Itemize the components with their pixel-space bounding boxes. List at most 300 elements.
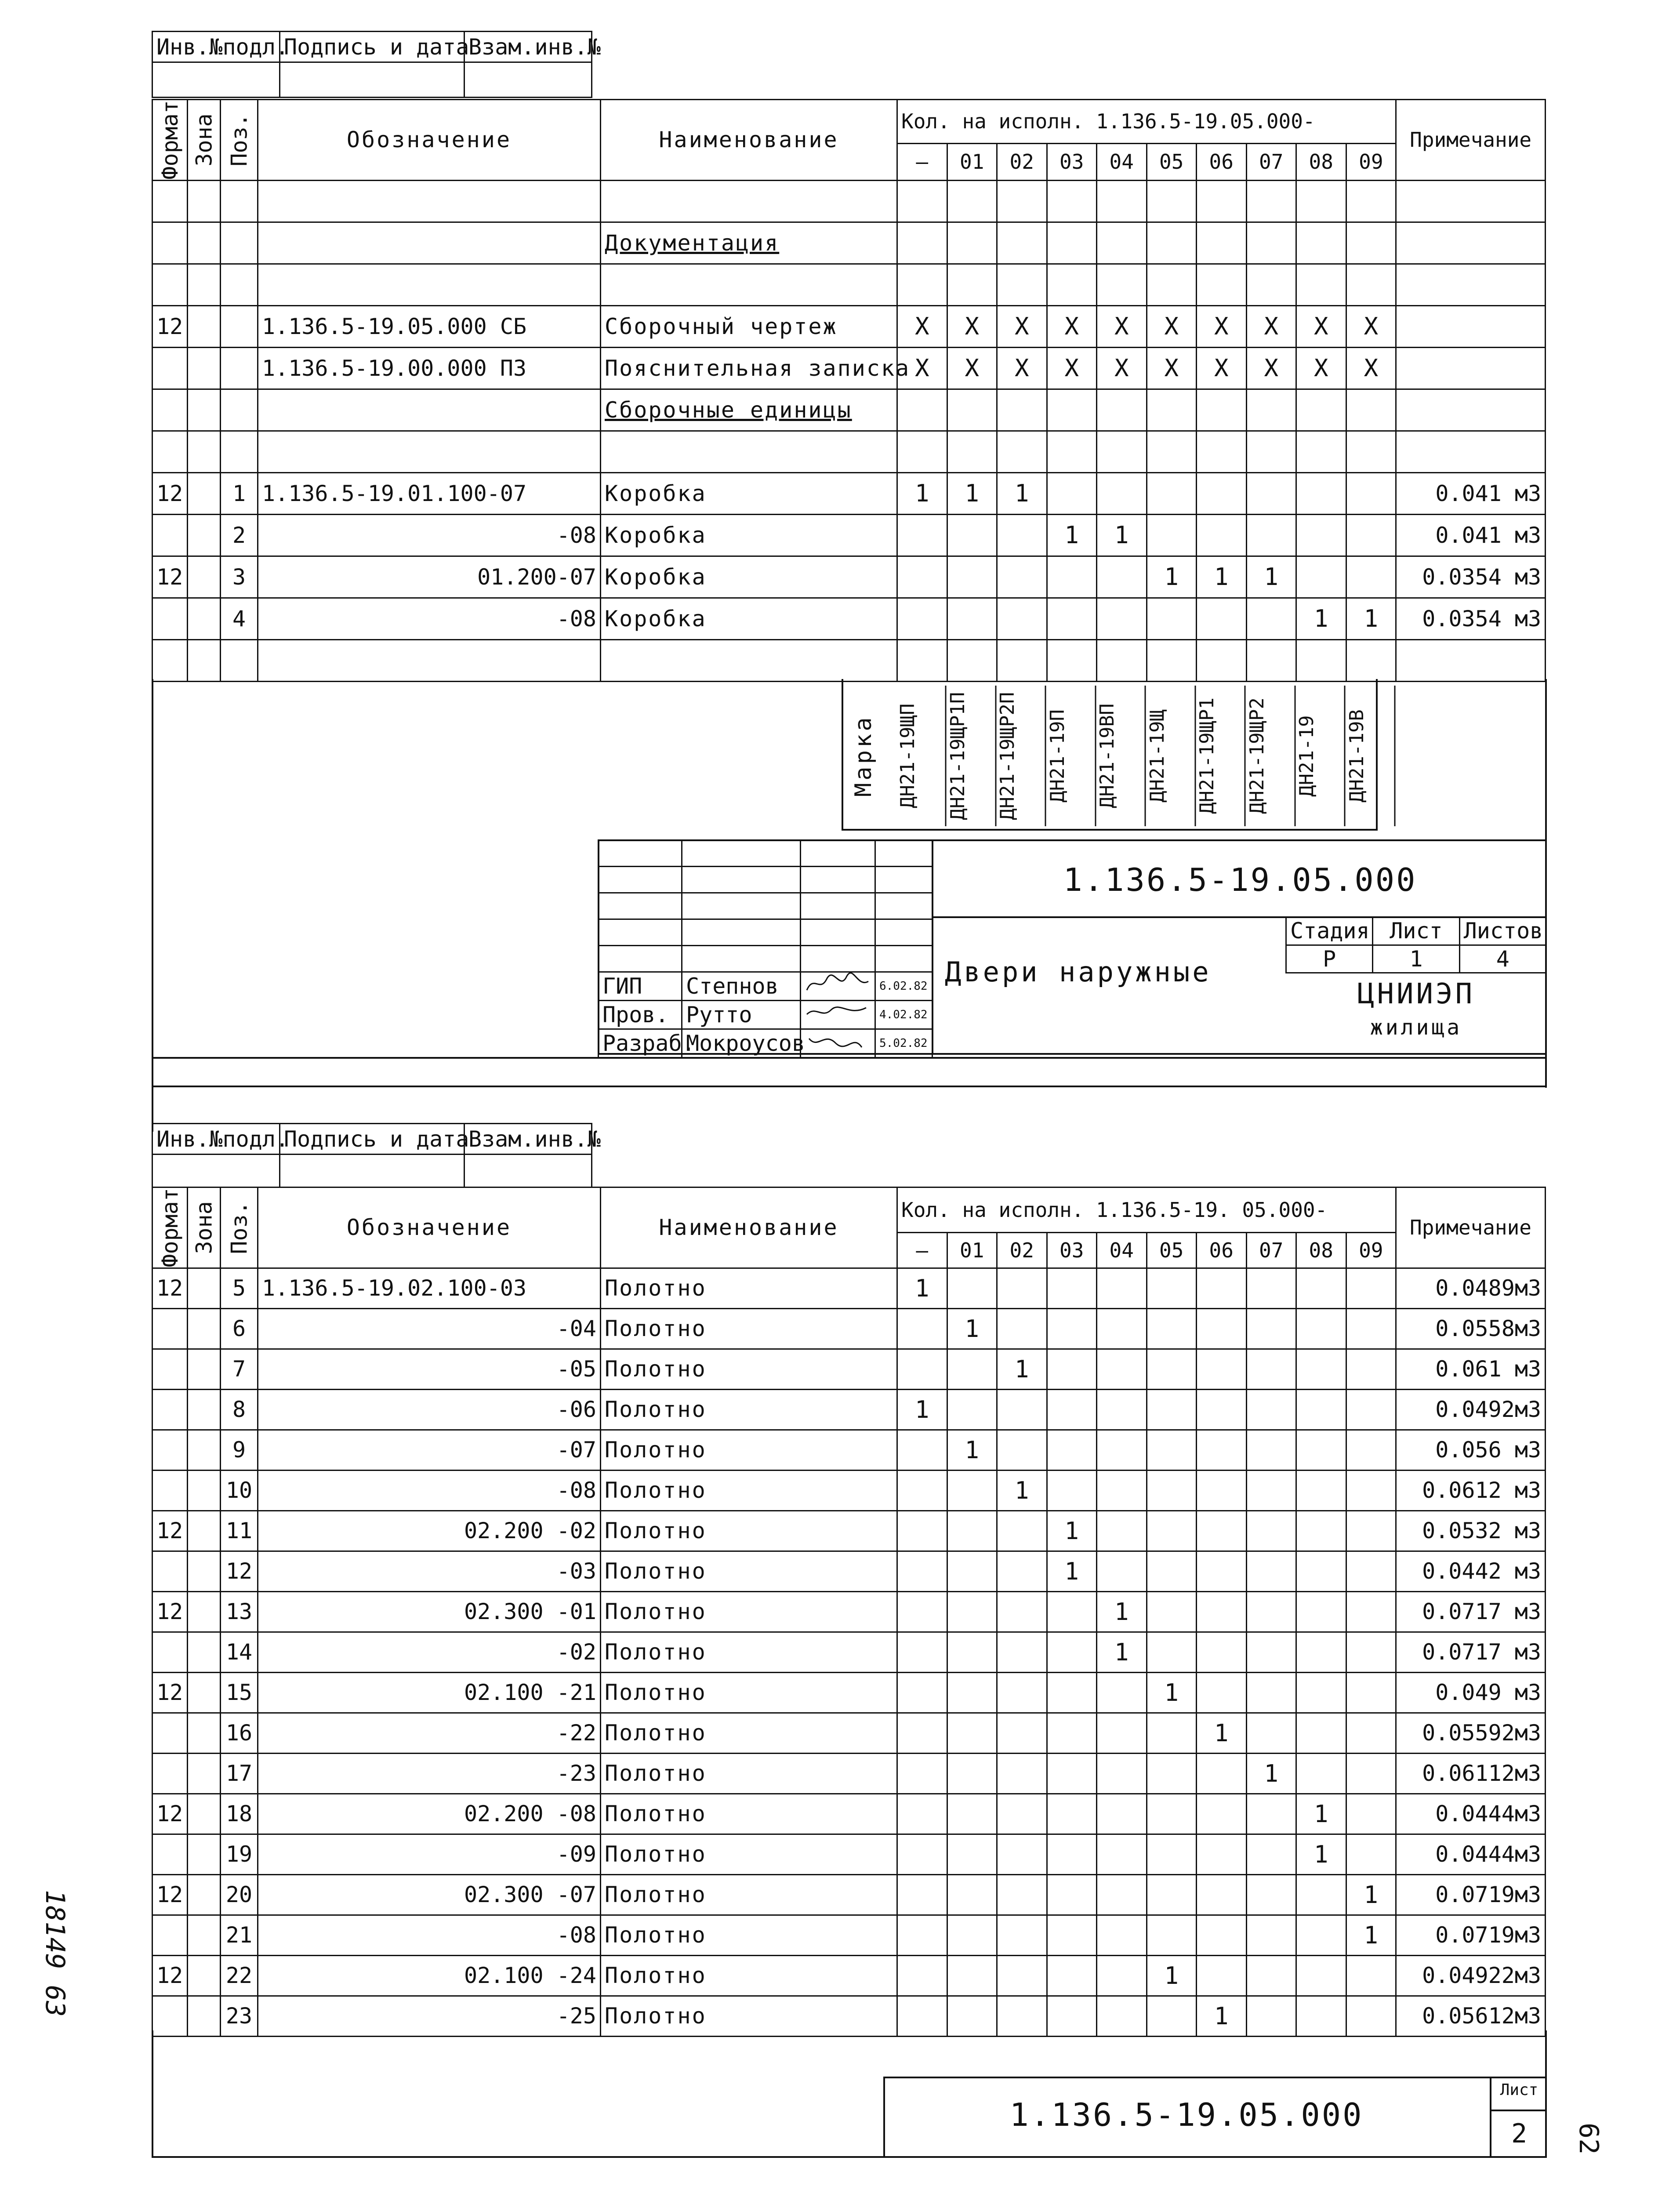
qty-cell [1047,1874,1097,1915]
qty-cell [1197,514,1247,556]
qty-cell [997,264,1047,305]
zone-cell [188,1591,221,1632]
format-cell [152,598,188,639]
table-row [152,1430,1546,1470]
variant-header: 09 [1346,1233,1396,1268]
note-cell: 0.0354 м3 [1396,556,1546,598]
qty-cell: 1 [1296,598,1346,639]
archive-inv-label: Инв.№подл. [152,32,280,62]
format-cell [152,1713,188,1753]
qty-cell [1047,598,1097,639]
person-row [599,1029,933,1058]
qty-cell [1197,1632,1247,1672]
qty-cell [1246,1996,1296,2036]
variant-header: 01 [947,1233,997,1268]
format-cell [152,1753,188,1794]
qty-cell [1246,1874,1296,1915]
qty-cell [997,1713,1047,1753]
qty-cell [947,431,997,472]
qty-cell [1097,1834,1147,1874]
pos-cell: 8 [221,1389,258,1430]
qty-cell [1296,1349,1346,1389]
format-cell [152,1996,188,2036]
qty-cell [1197,180,1247,222]
qty-cell [1346,1511,1396,1551]
qty-cell [1097,1511,1147,1551]
qty-cell [1147,431,1197,472]
mark-label: ДН21-19ЩР2 [1246,686,1296,826]
qty-cell [1047,472,1097,514]
pos-cell: 9 [221,1430,258,1470]
designation-cell: 02.300 -01 [258,1591,601,1632]
designation-cell: 02.100 -24 [258,1955,601,1996]
qty-cell [897,1955,947,1996]
qty-cell [1296,1955,1346,1996]
note-cell: 0.061 м3 [1396,1349,1546,1389]
qty-cell: X [1346,347,1396,389]
qty-cell [1097,1915,1147,1955]
qty-cell [997,514,1047,556]
variant-header: — [897,1233,947,1268]
qty-cell [1246,1915,1296,1955]
pos-cell: 18 [221,1794,258,1834]
qty-cell [1147,264,1197,305]
col-format-header: Формат [152,100,188,181]
qty-cell [1097,1753,1147,1794]
qty-cell [997,639,1047,681]
qty-cell: 1 [1296,1794,1346,1834]
format-cell [152,1470,188,1511]
format-cell [152,431,188,472]
table-row [152,1834,1546,1874]
note-cell: 0.0717 м3 [1396,1632,1546,1672]
pos-cell: 19 [221,1834,258,1874]
qty-cell [1296,1915,1346,1955]
person-row [599,972,933,1001]
table-row [152,1470,1546,1511]
qty-cell: X [1097,305,1147,347]
qty-cell [1147,514,1197,556]
pos-cell: 4 [221,598,258,639]
qty-cell [1097,1349,1147,1389]
qty-cell [1346,1632,1396,1672]
qty-cell [1047,1753,1097,1794]
qty-cell [1296,264,1346,305]
qty-cell [947,1389,997,1430]
name-cell: Полотно [601,1470,897,1511]
designation-cell: -08 [258,1470,601,1511]
qty-cell [997,1551,1047,1591]
zone-cell [188,1996,221,2036]
zone-cell [188,180,221,222]
qty-cell [1047,1632,1097,1672]
zone-cell [188,1753,221,1794]
qty-cell: X [1346,305,1396,347]
role: Пров. [599,1001,682,1029]
sheets-label: Листов [1459,917,1546,945]
qty-cell [1147,1349,1197,1389]
table-row [152,1874,1546,1915]
qty-cell: 1 [897,472,947,514]
footer-sheet-label: Лист [1500,2081,1538,2099]
qty-cell [897,1794,947,1834]
qty-cell [1047,1470,1097,1511]
mark-label: ДН21-19П [1046,686,1096,826]
variant-header: 07 [1246,143,1296,180]
qty-cell [897,1874,947,1915]
qty-cell [1147,1389,1197,1430]
pos-cell: 6 [221,1308,258,1349]
note-cell: 0.0492м3 [1396,1389,1546,1430]
qty-cell [897,1551,947,1591]
name-cell: Коробка [601,472,897,514]
table-row [152,305,1546,347]
qty-cell: 1 [1047,1551,1097,1591]
table-row [152,222,1546,264]
pos-cell [221,180,258,222]
qty-cell [897,598,947,639]
qty-cell [1097,1430,1147,1470]
name-cell: Полотно [601,1511,897,1551]
format-cell [152,1349,188,1389]
format-cell [152,1551,188,1591]
qty-cell: 1 [997,1349,1047,1389]
qty-cell [1296,1713,1346,1753]
signature-table [598,839,933,1058]
qty-cell [1097,389,1147,431]
qty-header: Кол. на исполн. 1.136.5-19.05.000- [897,100,1396,144]
qty-cell [1197,598,1247,639]
spec-table-1 [152,99,1546,682]
qty-cell: 1 [1346,1915,1396,1955]
designation-cell [258,264,601,305]
qty-cell [1147,1591,1197,1632]
pos-cell [221,305,258,347]
qty-cell [1097,1996,1147,2036]
qty-cell: X [1097,347,1147,389]
designation-cell: -08 [258,598,601,639]
format-cell [152,1834,188,1874]
qty-cell [1147,639,1197,681]
qty-cell [897,431,947,472]
note-cell [1396,180,1546,222]
qty-cell: X [1296,305,1346,347]
role: ГИП [599,972,682,1001]
table-row [152,431,1546,472]
mark-label: ДН21-19ЩР2П [996,686,1046,826]
table-row [152,1511,1546,1551]
qty-cell [1197,1511,1247,1551]
qty-cell [997,1834,1047,1874]
qty-cell [1197,264,1247,305]
format-cell: 12 [152,305,188,347]
archive-sign-label: Подпись и дата [280,1124,464,1155]
table-row [152,472,1546,514]
qty-cell [997,431,1047,472]
qty-cell: X [997,347,1047,389]
variant-header: 02 [997,1233,1047,1268]
qty-cell: X [897,305,947,347]
format-cell: 12 [152,1794,188,1834]
col-designation-header: Обозначение [258,100,601,181]
qty-cell [1246,222,1296,264]
qty-cell [1246,1349,1296,1389]
zone-cell [188,472,221,514]
qty-cell [1296,1389,1346,1430]
qty-cell [1246,1955,1296,1996]
qty-cell [1246,1713,1296,1753]
qty-cell [897,1470,947,1511]
format-cell [152,1915,188,1955]
qty-cell [947,1470,997,1511]
designation-cell [258,180,601,222]
qty-cell [997,1874,1047,1915]
qty-cell [1197,1874,1247,1915]
designation-cell: 1.136.5-19.01.100-07 [258,472,601,514]
table-row [152,1955,1546,1996]
spec-table-2 [152,1187,1546,2037]
qty-cell [1346,1268,1396,1308]
zone-cell [188,1470,221,1511]
qty-cell [1147,1915,1197,1955]
col-format-header: Формат [152,1187,188,1268]
sheet-value: 1 [1373,945,1459,973]
qty-cell [1346,1349,1396,1389]
col-name-header: Наименование [601,1187,897,1268]
qty-cell [1147,1308,1197,1349]
qty-cell [1346,1389,1396,1430]
qty-cell [897,1430,947,1470]
qty-cell [1197,1268,1247,1308]
qty-cell [1197,1915,1247,1955]
designation-cell [258,389,601,431]
qty-cell [1346,180,1396,222]
variant-header: 08 [1296,143,1346,180]
qty-cell: 1 [1047,1511,1097,1551]
qty-cell [1047,639,1097,681]
mark-label: ДН21-19ЩП [896,686,947,826]
qty-cell [1346,1470,1396,1511]
designation-cell: 02.100 -21 [258,1672,601,1713]
archive-cell [152,62,280,98]
zone-cell [188,389,221,431]
qty-cell [1097,1794,1147,1834]
qty-cell [1047,1955,1097,1996]
qty-cell [1097,222,1147,264]
table-row [152,1389,1546,1430]
qty-cell [1147,1874,1197,1915]
col-zone-header: Зона [188,1187,221,1268]
name-cell: Полотно [601,1430,897,1470]
zone-cell [188,1511,221,1551]
table-row [152,1794,1546,1834]
name-cell: Полотно [601,1591,897,1632]
pos-cell: 17 [221,1753,258,1794]
qty-cell [1346,1308,1396,1349]
variant-header: 07 [1246,1233,1296,1268]
qty-cell: 1 [1197,1713,1247,1753]
table-row [152,389,1546,431]
format-cell [152,389,188,431]
qty-cell [1246,1470,1296,1511]
qty-cell [1047,1349,1097,1389]
table-row [152,1349,1546,1389]
variant-header: 02 [997,143,1047,180]
qty-cell [1097,1268,1147,1308]
designation-cell: -08 [258,1915,601,1955]
qty-cell [1296,389,1346,431]
qty-cell [1246,1591,1296,1632]
qty-cell [1097,639,1147,681]
date: 4.02.82 [875,1001,933,1029]
col-designation-header: Обозначение [258,1187,601,1268]
archive-inv-label: Инв.№подл. [152,1124,280,1155]
qty-cell [897,556,947,598]
qty-cell [1147,472,1197,514]
format-cell [152,514,188,556]
qty-cell: 1 [1097,1632,1147,1672]
table-row [152,347,1546,389]
qty-cell [997,1672,1047,1713]
org-name-2: жилища [1370,1015,1462,1040]
col-note-header: Примечание [1396,1187,1546,1268]
table-row [152,1672,1546,1713]
qty-cell [1197,1591,1247,1632]
qty-cell [1296,1470,1346,1511]
name-cell: Сборочные единицы [601,389,897,431]
spec-body-1 [152,180,1546,681]
designation-cell [258,222,601,264]
marka-label: Марка [850,715,877,797]
qty-cell [1246,514,1296,556]
qty-cell [1296,1996,1346,2036]
archive-cell [280,1155,464,1187]
qty-cell [1047,1996,1097,2036]
qty-cell [897,222,947,264]
note-cell: 0.0719м3 [1396,1874,1546,1915]
qty-cell: 1 [947,1430,997,1470]
qty-cell [1296,222,1346,264]
qty-cell [1296,472,1346,514]
qty-cell [1296,1591,1346,1632]
table-row [152,1996,1546,2036]
note-cell: 0.0354 м3 [1396,598,1546,639]
designation-cell [258,639,601,681]
zone-cell [188,1672,221,1713]
qty-cell [1296,1874,1346,1915]
designation-cell: -06 [258,1389,601,1430]
qty-cell [1097,264,1147,305]
qty-cell: X [1047,305,1097,347]
zone-cell [188,1632,221,1672]
qty-cell [897,1713,947,1753]
pos-cell: 1 [221,472,258,514]
note-cell: 0.0719м3 [1396,1915,1546,1955]
qty-cell [1047,1308,1097,1349]
name-cell: Полотно [601,1874,897,1915]
qty-cell: 1 [1246,556,1296,598]
variant-header: 05 [1147,143,1197,180]
qty-cell [1097,1551,1147,1591]
qty-cell [997,180,1047,222]
qty-cell [1296,514,1346,556]
qty-cell [1047,1713,1097,1753]
qty-cell [1047,1794,1097,1834]
qty-header: Кол. на исполн. 1.136.5-19. 05.000- [897,1187,1396,1233]
designation-cell: -25 [258,1996,601,2036]
qty-cell [1246,1632,1296,1672]
qty-cell [1346,1753,1396,1794]
qty-cell [1296,1308,1346,1349]
qty-cell [947,1511,997,1551]
qty-cell [1147,1511,1197,1551]
table-row [152,1591,1546,1632]
qty-cell [1296,1511,1346,1551]
qty-cell [997,1632,1047,1672]
qty-cell [1346,556,1396,598]
title-text: Двери наружные [945,956,1212,988]
qty-cell [1097,1672,1147,1713]
qty-cell [997,1591,1047,1632]
qty-cell [997,1511,1047,1551]
qty-cell [1097,431,1147,472]
note-cell: 0.06112м3 [1396,1753,1546,1794]
qty-cell [1147,222,1197,264]
table-row [152,1551,1546,1591]
zone-cell [188,1389,221,1430]
qty-cell [947,1794,997,1834]
mark-label: ДН21-19ВП [1096,686,1146,826]
designation-cell: -02 [258,1632,601,1672]
qty-cell [1246,389,1296,431]
stage-label: Стадия [1286,917,1373,945]
col-pos-header: Поз. [221,100,258,181]
pos-cell: 11 [221,1511,258,1551]
qty-cell [1246,1430,1296,1470]
qty-cell [947,222,997,264]
person-name: Рутто [682,1001,801,1029]
qty-cell [947,1834,997,1874]
pos-cell: 21 [221,1915,258,1955]
qty-cell: X [1197,347,1247,389]
qty-cell [947,1672,997,1713]
pos-cell: 16 [221,1713,258,1753]
qty-cell [1047,180,1097,222]
qty-cell [1097,1955,1147,1996]
qty-cell [1246,1389,1296,1430]
mark-label: ДН21-19 [1295,686,1346,826]
qty-cell [1097,1470,1147,1511]
designation-cell [258,431,601,472]
qty-cell: 1 [997,472,1047,514]
qty-cell [1047,431,1097,472]
qty-cell [947,1753,997,1794]
signature [801,972,875,1001]
qty-cell: X [1246,347,1296,389]
qty-cell [897,1996,947,2036]
qty-cell [997,1915,1047,1955]
format-cell [152,1430,188,1470]
qty-cell: 1 [1097,1591,1147,1632]
pos-cell: 22 [221,1955,258,1996]
qty-cell [947,1713,997,1753]
qty-cell [947,180,997,222]
name-cell: Полотно [601,1996,897,2036]
qty-cell [1197,222,1247,264]
title-doc-number: 1.136.5-19.05.000 [1063,861,1417,898]
zone-cell [188,264,221,305]
designation-cell: -23 [258,1753,601,1794]
